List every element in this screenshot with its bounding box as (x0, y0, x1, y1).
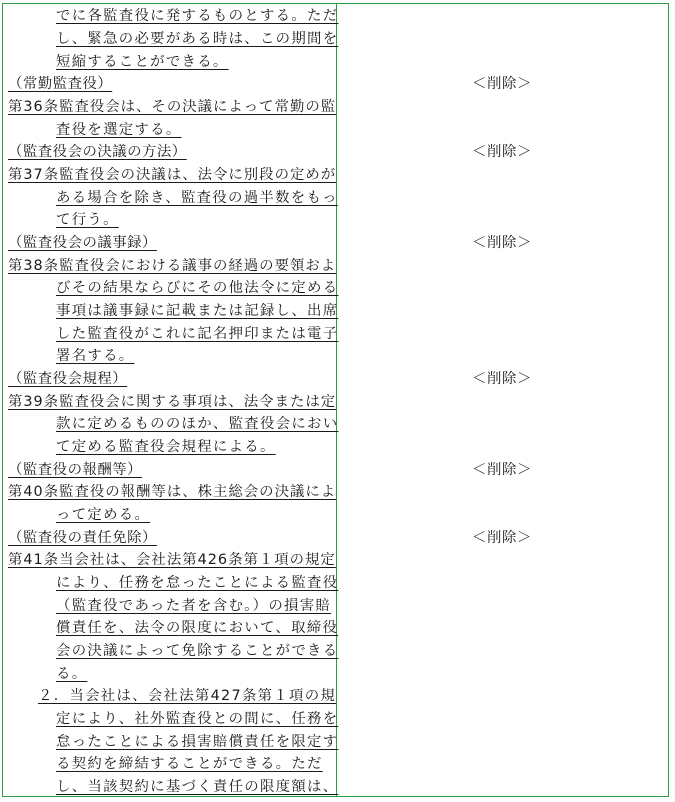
deleted-marker: ＜削除＞ (472, 235, 532, 251)
article-heading: （常勤監査役） (8, 76, 113, 92)
text-line: て定める監査役会規程による。 (56, 439, 276, 455)
text-line: 査役を選定する。 (56, 122, 182, 138)
text-line: 償責任を、法令の限度において、取締役 (56, 620, 339, 636)
article-text: 第36条監査役会は、その決議によって常勤の監 (8, 99, 337, 115)
article-text: 第40条監査役の報酬等は、株主総会の決議によ (8, 484, 337, 500)
article-text: 第39条監査役会に関する事項は、法令または定 (8, 394, 337, 410)
text-line: 怠ったことによる損害賠償責任を限定す (56, 734, 339, 750)
text-line: 署名する。 (56, 348, 135, 364)
article-text: 第38条監査役会における議事の経過の要領およ (8, 258, 337, 274)
text-line: した監査役がこれに記名押印または電子 (56, 326, 339, 342)
text-line: る。 (56, 666, 88, 682)
text-line: びその結果ならびにその他法令に定める (56, 280, 339, 296)
article-heading: （監査役の責任免除） (8, 530, 157, 546)
article-heading: （監査役会規程） (8, 371, 128, 387)
article-heading: （監査役会の決議の方法） (8, 144, 187, 160)
article-text: 第41条当会社は、会社法第426条第１項の規定 (8, 552, 336, 568)
text-line: て行う。 (56, 212, 119, 228)
text-line: 定により、社外監査役との間に、任務を (56, 711, 339, 727)
text-line: ある場合を除き、監査役の過半数をもっ (56, 190, 338, 206)
text-line: し、緊急の必要がある時は、この期間を (56, 31, 339, 47)
text-line: （監査役であった者を含む。）の損害賠 (56, 598, 332, 614)
text-line: 会の決議によって免除することができる (56, 643, 339, 659)
deleted-marker: ＜削除＞ (472, 371, 532, 387)
text-line: 事項は議事録に記載または記録し、出席 (56, 303, 339, 319)
column-divider (336, 3, 337, 797)
deleted-marker: ＜削除＞ (472, 462, 532, 478)
text-line: でに各監査役に発するものとする。ただ (56, 8, 339, 24)
article-text: 第37条監査役会の決議は、法令に別段の定めが (8, 167, 337, 183)
article-heading: （監査役会の議事録） (8, 235, 157, 251)
text-line: し、当該契約に基づく責任の限度額は、 (56, 779, 339, 795)
article-heading: （監査役の報酬等） (8, 462, 143, 478)
text-line: る契約を締結することができる。ただ (56, 756, 323, 772)
deleted-marker: ＜削除＞ (472, 76, 532, 92)
text-line: 款に定めるもののほか、監査役会におい (56, 416, 339, 432)
deleted-marker: ＜削除＞ (472, 530, 532, 546)
text-line: って定める。 (56, 507, 151, 523)
text-line: 短縮することができる。 (56, 54, 229, 70)
paragraph-2-text: ２．当会社は、会社法第427条第１項の規 (38, 688, 337, 704)
text-line: により、任務を怠ったことによる監査役 (56, 575, 339, 591)
deleted-marker: ＜削除＞ (472, 144, 532, 160)
